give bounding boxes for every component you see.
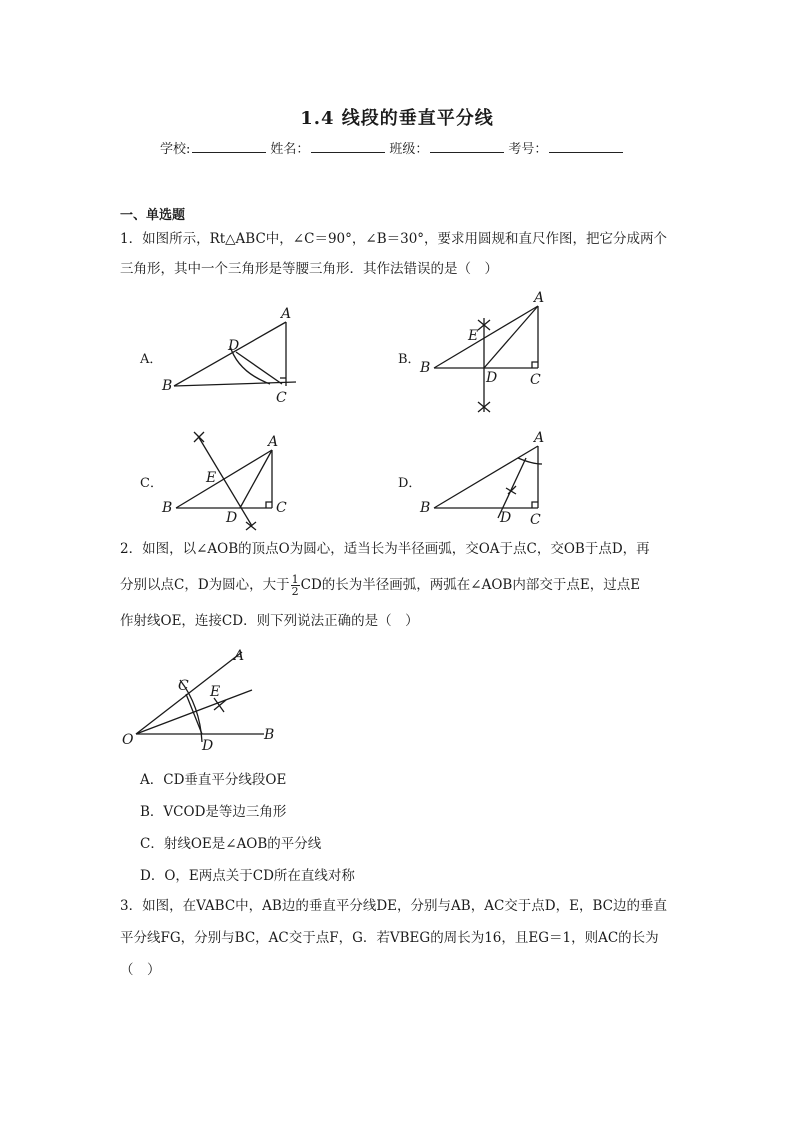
class-blank[interactable] [430,138,504,153]
fig-c-label-b: B [162,500,173,516]
fig-q2-ray-oe [136,690,252,734]
exam-no-label: 考号： [508,142,548,157]
fig-b-label-e: E [468,328,479,344]
fig-d-label-d: D [500,510,512,526]
question-3-text: 3．如图，在VABC中，AB边的垂直平分线DE，分别与AB，AC交于点D，E，BC边的垂直平分线FG，分别与BC，AC交于点F，G．若VBEG的周长为16，且EG＝1，则AC的长为（ ） [120,898,667,978]
fig-c-right-angle [266,502,272,508]
fig-d-label-c: C [530,512,541,528]
fig-d-right-angle [532,502,538,508]
fraction-denominator: 2 [291,585,299,598]
section-heading: 一、单选题 [120,208,186,223]
school-label: 学校: [160,142,191,157]
q1-figure-a [160,300,310,410]
fig-c-label-c: C [276,500,287,516]
question-2-line-2 [120,570,680,600]
question-2-line-3: 作射线OE，连接CD．则下列说法正确的是（ ） [120,613,419,629]
fig-c-line-da [240,450,272,508]
fig-a-label-b: B [162,378,173,394]
q1-option-a-label[interactable]: A． [140,352,163,367]
fraction-half [291,574,300,597]
student-info-row [160,138,627,157]
fig-a-line-bc [174,382,296,386]
fig-c-label-d: D [226,510,238,526]
fig-b-label-d: D [486,370,498,386]
fig-d-label-b: B [420,500,431,516]
fig-c-arc-mark-top [194,432,204,442]
fig-d-label-a: A [534,430,545,446]
fraction-numerator: 1 [291,573,299,586]
class-label: 班级： [389,142,429,157]
school-blank[interactable] [192,138,266,153]
q2-option-d[interactable]: D．O，E两点关于CD所在直线对称 [140,868,355,884]
fig-b-label-c: C [530,372,541,388]
fig-b-label-b: B [420,360,431,376]
question-2-line-1: 2．如图，以∠AOB的顶点O为圆心，适当长为半径画弧，交OA于点C，交OB于点D，再 [120,541,650,557]
fig-q2-label-e: E [210,684,221,700]
fig-b-right-angle [532,362,538,368]
fig-q2-label-a: A [234,648,245,664]
q1-option-c-label[interactable]: C． [140,476,163,491]
fig-c-label-a: A [268,434,279,450]
q2-option-c[interactable]: C．射线OE是∠AOB的平分线 [140,836,322,852]
name-blank[interactable] [311,138,385,153]
q2-option-a[interactable]: A．CD垂直平分线段OE [140,772,287,788]
fig-a-label-c: C [276,390,287,406]
q2-option-b[interactable]: B．VCOD是等边三角形 [140,804,287,820]
fig-d-line-ba [434,446,538,508]
page-title: 1.4 线段的垂直平分线 [300,108,494,129]
fig-q2-label-b: B [264,727,275,743]
q2-figure [120,640,290,760]
q1-option-d-label[interactable]: D． [398,476,422,491]
fig-c-label-e: E [206,470,217,486]
fig-b-line-da [484,306,538,368]
fig-a-label-d: D [228,338,240,354]
fig-q2-label-c: C [178,678,189,694]
fig-a-line-ba [174,322,286,386]
name-label: 姓名： [270,142,310,157]
exam-no-blank[interactable] [549,138,623,153]
q1-figure-c [160,424,310,534]
q1-figure-b [414,290,564,420]
fig-b-line-ba [434,306,538,368]
fig-q2-label-d: D [202,738,214,754]
q1-figure-d [414,424,564,534]
fig-b-label-a: A [534,290,545,306]
q1-option-b-label[interactable]: B． [398,352,421,367]
fig-q2-label-o: O [122,732,134,748]
question-1-text: 1．如图所示，Rt△ABC中，∠C＝90°，∠B＝30°，要求用圆规和直尺作图，把它分成两个三角形，其中一个三角形是等腰三角形．其作法错误的是（ ） [120,231,668,277]
q2-line2-post: CD的长为半径画弧，两弧在∠AOB内部交于点E，过点E [300,577,641,593]
fig-a-label-a: A [281,306,292,322]
q2-line2-pre: 分别以点C，D为圆心，大于 [120,577,290,593]
